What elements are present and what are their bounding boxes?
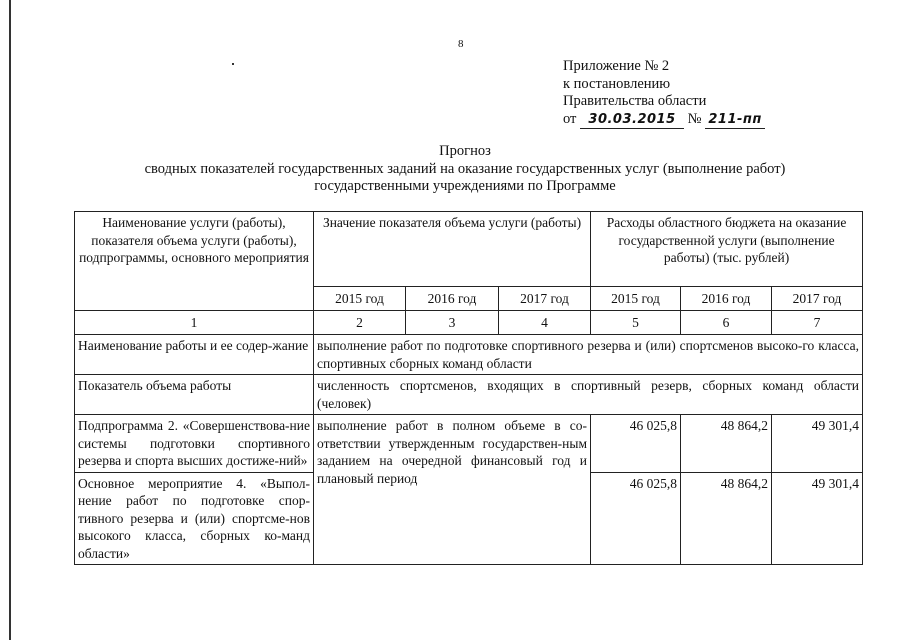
column-number: 1	[75, 311, 314, 335]
column-number: 3	[406, 311, 499, 335]
appendix-line-1: Приложение № 2	[563, 58, 670, 74]
row-value: выполнение работ по подготовке спортивного резерва и (или) спортсменов высоко-го класса, спортивных сборных команд области	[314, 335, 863, 375]
document-title	[80, 143, 850, 196]
header-year: 2017 год	[499, 287, 591, 311]
row-value: численность спортсменов, входящих в спортивный резерв, сборных команд области (человек)	[314, 375, 863, 415]
scan-edge-line	[9, 0, 11, 640]
handwritten-date: 30.03.2015	[580, 111, 684, 130]
table-row-work-name	[75, 335, 863, 375]
title-line-3: государственными учреждениями по Программе	[314, 178, 616, 194]
title-line-2: сводных показателей государственных заданий на оказание государственных услуг (выполнение работ)	[144, 160, 786, 177]
appendix-line-2: к постановлению	[563, 75, 671, 92]
row-label: Подпрограмма 2. «Совершенствова-ние системы подготовки спортивного резерва и спорта высших достиже-ний»	[75, 415, 314, 473]
table-row-subprogram	[75, 415, 863, 473]
amount-cell: 49 301,4	[772, 415, 863, 473]
amount-cell: 48 864,2	[681, 472, 772, 565]
amount-cell: 46 025,8	[591, 472, 681, 565]
amount-cell: 48 864,2	[681, 415, 772, 473]
number-label: №	[687, 110, 702, 127]
header-col1: Наименование услуги (работы), показателя объема услуги (работы), подпрограммы, основного мероприятия	[75, 212, 314, 311]
column-number: 7	[772, 311, 863, 335]
appendix-block	[563, 58, 765, 129]
appendix-line-3: Правительства области	[563, 93, 707, 109]
row-label: Наименование работы и ее содер-жание	[75, 335, 314, 375]
header-year: 2016 год	[406, 287, 499, 311]
header-year: 2017 год	[772, 287, 863, 311]
handwritten-number: 211-пп	[705, 111, 765, 130]
header-year: 2015 год	[591, 287, 681, 311]
row-value: выполнение работ в полном объеме в со-ответствии утвержденным государствен-ным заданием на очередной финансовый год и плановый период	[314, 415, 591, 565]
title-line-1: Прогноз	[439, 143, 491, 159]
table-row-volume-indicator	[75, 375, 863, 415]
column-number: 2	[314, 311, 406, 335]
header-group-budget: Расходы областного бюджета на оказание государственной услуги (выполнение работы) (тыс. рублей)	[591, 212, 863, 287]
from-label: от	[563, 110, 577, 127]
row-label: Основное мероприятие 4. «Выпол-нение работ по подготовке спор-тивного резерва и (или) спортсме-нов высокого класса, сборных ко-манд области»	[75, 472, 314, 565]
column-number: 4	[499, 311, 591, 335]
appendix-line-4	[563, 111, 765, 130]
scan-speck	[232, 63, 234, 65]
amount-cell: 49 301,4	[772, 472, 863, 565]
header-group-volume: Значение показателя объема услуги (работы)	[314, 212, 591, 287]
page-number: 8	[458, 38, 464, 50]
column-number: 6	[681, 311, 772, 335]
forecast-table	[74, 211, 863, 565]
header-year: 2016 год	[681, 287, 772, 311]
amount-cell: 46 025,8	[591, 415, 681, 473]
column-number: 5	[591, 311, 681, 335]
row-label: Показатель объема работы	[75, 375, 314, 415]
header-year: 2015 год	[314, 287, 406, 311]
